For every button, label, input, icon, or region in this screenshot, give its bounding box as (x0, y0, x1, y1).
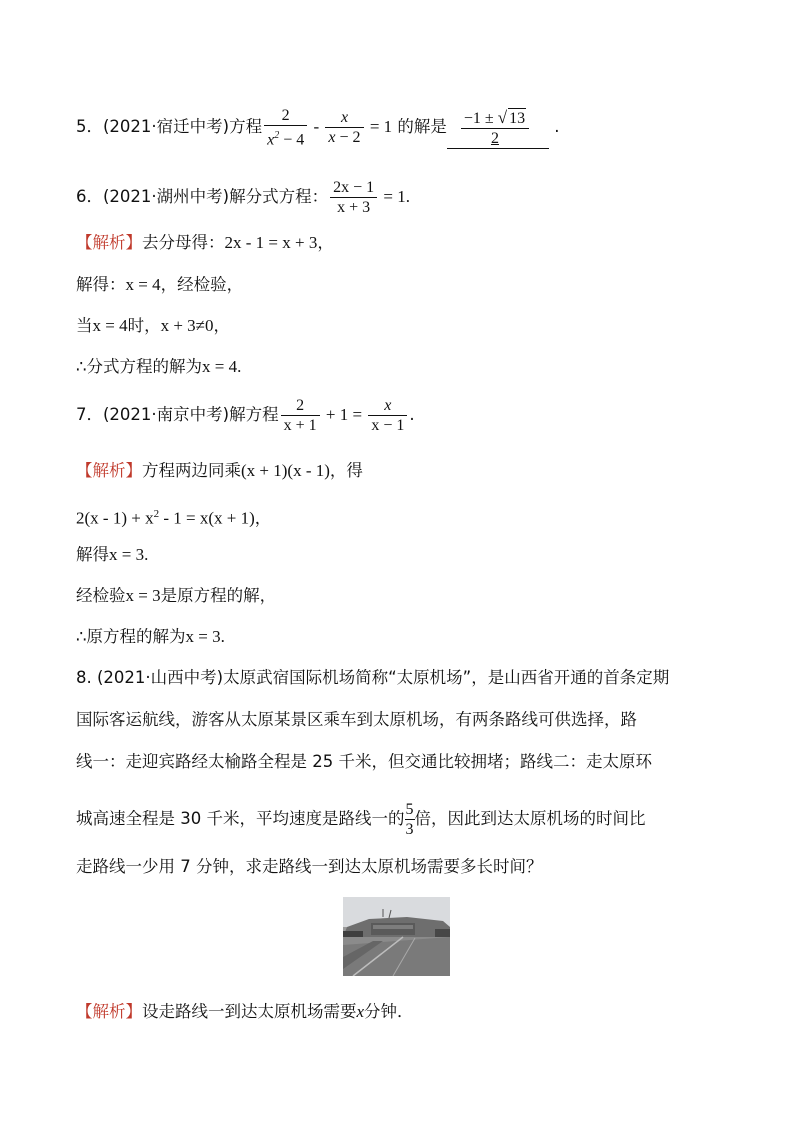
question-8-line-1: 8. (2021·山西中考)太原武宿国际机场简称“太原机场”，是山西省开通的首条定期 (76, 668, 670, 687)
solution-8-line-1: 【解析】设走路线一到达太原机场需要x分钟． (76, 1002, 414, 1021)
analysis-tag: 【解析】 (76, 461, 142, 480)
solution-7-line-1: 【解析】方程两边同乘(x + 1)(x - 1)，得 (76, 461, 363, 480)
q5-fraction-2: $\frac{x}{x - 2}$ (325, 108, 363, 147)
airport-photo (343, 897, 450, 976)
question-7: 7．(2021·南京中考)解方程 $\frac{2}{x + 1}$ + 1 = $\frac{x}{x - 1}$ . (76, 397, 415, 434)
solution-7-line-2: $2(x - 1) + x^2 - 1 = x(x + 1)$， (76, 508, 272, 528)
question-8-line-4: 城高速全程是 30 千米，平均速度是路线一的 $\frac{5}{3}$ 倍，因此到达太原机场的时间比 (76, 801, 646, 838)
q7-fraction-2: $\frac{x}{x - 1}$ (368, 396, 407, 435)
q5-answer-blank (447, 108, 549, 149)
solution-6-line-3: 当x = 4时，x + 3≠0， (76, 316, 231, 335)
analysis-tag: 【解析】 (76, 233, 142, 252)
solution-6-line-4: ∴分式方程的解为x = 4. (76, 357, 242, 376)
question-8-line-2: 国际客运航线，游客从太原某景区乘车到太原机场，有两条路线可供选择，路 (76, 710, 637, 729)
solution-6-line-2: 解得：x = 4，经检验， (76, 275, 244, 294)
question-8-line-5: 走路线一少用 7 分钟，求走路线一到达太原机场需要多长时间？ (76, 857, 543, 876)
q5-prefix: 5．(2021·宿迁中考)方程 (76, 117, 263, 137)
q5-answer-fraction: $\frac{-1 \pm √ 13}{2}$ (461, 108, 529, 148)
solution-7-line-5: ∴原方程的解为x = 3. (76, 627, 225, 646)
question-5: 5．(2021·宿迁中考)方程 $\frac{2}{x^2 - 4}$ - $\frac{x}{x - 2}$ = 1 的解是 $\frac{-1 \pm √ 13}{2}$ . (76, 107, 560, 149)
q6-fraction: $\frac{2x - 1}{x + 3}$ (330, 178, 377, 217)
analysis-tag: 【解析】 (76, 1002, 142, 1021)
solution-6-line-1: 【解析】去分母得：2x - 1 = x + 3， (76, 233, 334, 252)
q5-fraction-1: $\frac{2}{x^2 - 4}$ (264, 106, 307, 149)
airport-photo-drawing (343, 897, 450, 976)
solution-7-line-4: 经检验x = 3是原方程的解， (76, 586, 277, 605)
q8-fraction: $\frac{5}{3}$ (405, 801, 414, 838)
q7-fraction-1: $\frac{2}{x + 1}$ (281, 396, 320, 435)
question-6: 6．(2021·湖州中考)解分式方程： $\frac{2x - 1}{x + 3}$ = 1. (76, 179, 410, 216)
question-8-line-3: 线一：走迎宾路经太榆路全程是 25 千米，但交通比较拥堵；路线二：走太原环 (76, 752, 652, 771)
solution-7-line-3: 解得x = 3. (76, 545, 149, 564)
